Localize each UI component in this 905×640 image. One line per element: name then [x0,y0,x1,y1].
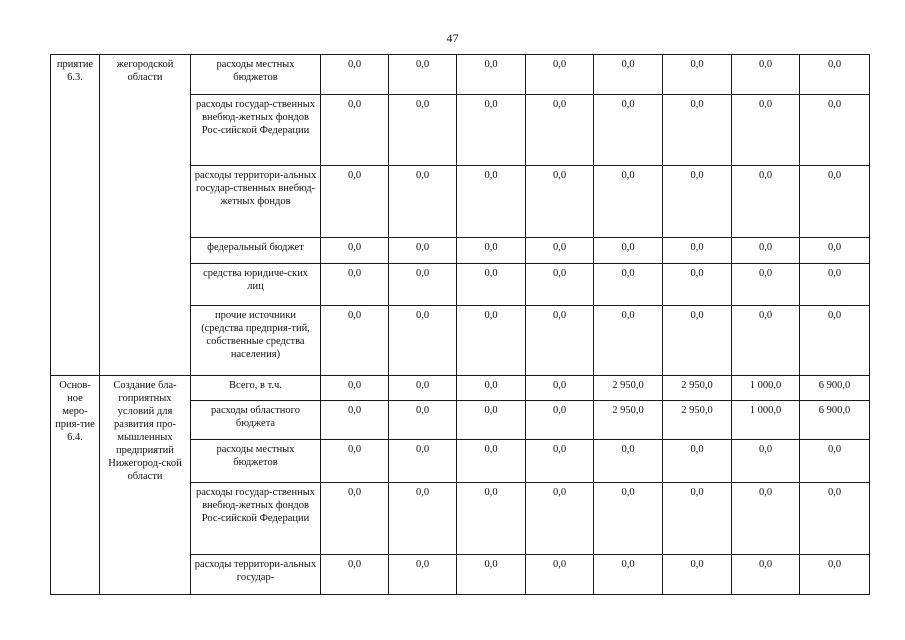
amount-cell: 0,0 [732,483,800,555]
amount-cell: 0,0 [389,95,457,166]
amount-cell: 0,0 [457,95,526,166]
event-label: Основ-ное меро-прия-тие 6.4. [55,380,95,443]
amount-cell: 0,0 [321,166,389,238]
amount-cell: 0,0 [526,264,594,306]
amount-cell: 0,0 [321,55,389,95]
amount-cell: 0,0 [526,483,594,555]
amount-cell: 0,0 [321,483,389,555]
funding-source-cell: расходы территори-альных государ-ственных внебюд-жетных фондов [191,166,321,238]
amount-cell: 0,0 [457,306,526,376]
amount-cell: 6 900,0 [800,376,870,401]
amount-cell: 0,0 [457,238,526,264]
amount-cell: 0,0 [663,555,732,595]
amount-cell: 1 000,0 [732,401,800,440]
amount-cell: 0,0 [526,238,594,264]
amount-cell: 0,0 [321,376,389,401]
event-cell [51,376,100,595]
funding-source-cell: расходы территори-альных государ- [191,555,321,595]
amount-cell: 0,0 [526,306,594,376]
amount-cell: 0,0 [389,555,457,595]
amount-cell: 0,0 [321,440,389,483]
amount-cell: 0,0 [457,376,526,401]
amount-cell: 0,0 [321,264,389,306]
amount-cell: 0,0 [800,238,870,264]
amount-cell: 0,0 [663,440,732,483]
event-description-cell [100,376,191,595]
funding-source-cell: расходы местных бюджетов [191,440,321,483]
funding-source-cell: федеральный бюджет [191,238,321,264]
amount-cell: 0,0 [321,555,389,595]
event-label: приятие 6.3. [56,59,94,83]
table-body [51,55,870,595]
amount-cell: 0,0 [526,55,594,95]
amount-cell: 0,0 [732,264,800,306]
event-cell [51,55,100,376]
funding-source-cell: расходы государ-ственных внебюд-жетных фондов Рос-сийской Федерации [191,483,321,555]
amount-cell: 0,0 [732,166,800,238]
amount-cell: 0,0 [800,264,870,306]
amount-cell: 0,0 [800,306,870,376]
amount-cell: 0,0 [321,306,389,376]
amount-cell: 0,0 [321,401,389,440]
amount-cell: 0,0 [526,555,594,595]
amount-cell: 2 950,0 [594,376,663,401]
amount-cell: 0,0 [389,166,457,238]
amount-cell: 0,0 [526,401,594,440]
amount-cell: 0,0 [526,376,594,401]
budget-table [50,54,870,595]
amount-cell: 0,0 [457,166,526,238]
amount-cell: 0,0 [457,440,526,483]
table-row [51,376,870,401]
amount-cell: 2 950,0 [663,376,732,401]
amount-cell: 0,0 [663,264,732,306]
amount-cell: 0,0 [321,95,389,166]
amount-cell: 6 900,0 [800,401,870,440]
amount-cell: 0,0 [457,555,526,595]
amount-cell: 0,0 [732,306,800,376]
amount-cell: 0,0 [594,238,663,264]
amount-cell: 0,0 [663,55,732,95]
amount-cell: 0,0 [321,238,389,264]
amount-cell: 0,0 [594,264,663,306]
amount-cell: 0,0 [800,166,870,238]
amount-cell: 0,0 [389,401,457,440]
amount-cell: 0,0 [389,440,457,483]
amount-cell: 0,0 [800,483,870,555]
amount-cell: 0,0 [594,95,663,166]
amount-cell: 0,0 [389,483,457,555]
amount-cell: 0,0 [457,55,526,95]
amount-cell: 0,0 [526,166,594,238]
event-description: Создание бла-гоприятных условий для развития про-мышленных предприятий Нижегород-ской области [108,380,182,482]
funding-source-cell: расходы областного бюджета [191,401,321,440]
amount-cell: 2 950,0 [663,401,732,440]
funding-source-cell: средства юридиче-ских лиц [191,264,321,306]
amount-cell: 0,0 [594,555,663,595]
amount-cell: 0,0 [800,555,870,595]
amount-cell: 1 000,0 [732,376,800,401]
funding-source-cell: Всего, в т.ч. [191,376,321,401]
amount-cell: 0,0 [594,483,663,555]
amount-cell: 0,0 [457,401,526,440]
amount-cell: 0,0 [663,95,732,166]
amount-cell: 0,0 [594,306,663,376]
amount-cell: 0,0 [594,55,663,95]
page-number: 47 [446,31,459,45]
amount-cell: 0,0 [594,166,663,238]
event-description: жегородской области [116,59,174,83]
amount-cell: 0,0 [389,306,457,376]
amount-cell: 0,0 [663,306,732,376]
table-row [51,55,870,95]
amount-cell: 0,0 [389,376,457,401]
amount-cell: 0,0 [732,440,800,483]
amount-cell: 0,0 [800,95,870,166]
amount-cell: 0,0 [457,264,526,306]
amount-cell: 0,0 [663,483,732,555]
funding-source-cell: расходы местных бюджетов [191,55,321,95]
amount-cell: 0,0 [800,55,870,95]
funding-source-cell: прочие источники (средства предприя-тий, собственные средства населения) [191,306,321,376]
amount-cell: 0,0 [732,238,800,264]
amount-cell: 2 950,0 [594,401,663,440]
amount-cell: 0,0 [389,55,457,95]
amount-cell: 0,0 [389,264,457,306]
amount-cell: 0,0 [732,555,800,595]
funding-source-cell: расходы государ-ственных внебюд-жетных фондов Рос-сийской Федерации [191,95,321,166]
amount-cell: 0,0 [732,55,800,95]
amount-cell: 0,0 [594,440,663,483]
amount-cell: 0,0 [800,440,870,483]
amount-cell: 0,0 [457,483,526,555]
amount-cell: 0,0 [526,440,594,483]
amount-cell: 0,0 [663,166,732,238]
amount-cell: 0,0 [663,238,732,264]
event-description-cell [100,55,191,376]
amount-cell: 0,0 [389,238,457,264]
amount-cell: 0,0 [526,95,594,166]
amount-cell: 0,0 [732,95,800,166]
